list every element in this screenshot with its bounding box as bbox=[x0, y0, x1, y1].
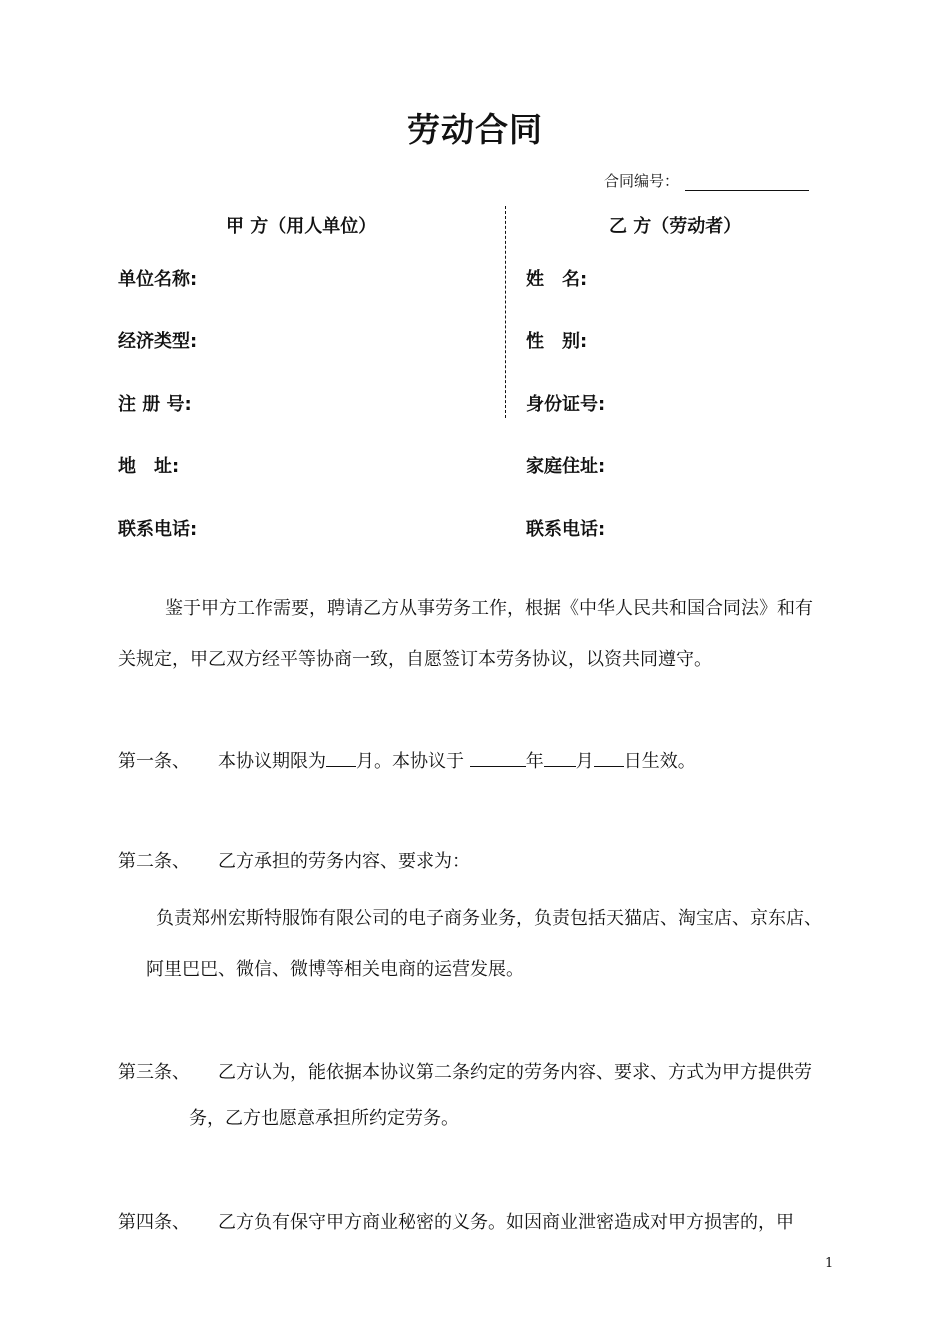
article-1-text bbox=[218, 747, 696, 773]
article-3-line-2: 务，乙方也愿意承担所约定劳务。 bbox=[189, 1108, 459, 1129]
page-number: 1 bbox=[825, 1256, 834, 1271]
party-b-field-name: 姓 名: bbox=[526, 269, 588, 290]
party-b-field-gender: 性 别: bbox=[526, 331, 588, 352]
preamble-line-2: 关规定，甲乙双方经平等协商一致，自愿签订本劳务协议，以资共同遵守。 bbox=[118, 649, 712, 670]
party-a-heading: 甲 方（用人单位） bbox=[226, 216, 377, 237]
blank-year bbox=[470, 748, 526, 767]
article-1-part-2: 月。本协议于 bbox=[356, 751, 470, 772]
article-4-line-1: 乙方负有保守甲方商业秘密的义务。如因商业泄密造成对甲方损害的，甲 bbox=[218, 1212, 794, 1233]
article-1-number: 第一条、 bbox=[118, 751, 190, 772]
article-1-part-1: 本协议期限为 bbox=[218, 751, 326, 772]
party-a-field-phone: 联系电话: bbox=[118, 519, 198, 540]
article-3-line-1: 乙方认为，能依据本协议第二条约定的劳务内容、要求、方式为甲方提供劳 bbox=[218, 1062, 812, 1083]
blank-month bbox=[544, 748, 576, 767]
contract-number bbox=[604, 170, 809, 191]
article-1-part-4: 月 bbox=[575, 751, 594, 772]
party-a-field-company-name: 单位名称: bbox=[118, 269, 198, 290]
article-4 bbox=[118, 1208, 838, 1232]
contract-number-label: 合同编号： bbox=[604, 172, 680, 190]
article-3-number: 第三条、 bbox=[118, 1062, 190, 1083]
party-b-field-phone: 联系电话: bbox=[526, 519, 606, 540]
party-a-field-address: 地 址: bbox=[118, 456, 180, 477]
party-b-field-id-number: 身份证号: bbox=[526, 394, 606, 415]
article-4-number: 第四条、 bbox=[118, 1212, 190, 1233]
column-divider bbox=[505, 206, 506, 418]
article-2-text: 乙方承担的劳务内容、要求为： bbox=[218, 851, 470, 872]
article-1-part-3: 年 bbox=[525, 751, 544, 772]
article-3 bbox=[118, 1058, 838, 1082]
article-2-detail-line-1: 负责郑州宏斯特服饰有限公司的电子商务业务，负责包括天猫店、淘宝店、京东店、 bbox=[156, 908, 822, 929]
article-2 bbox=[118, 847, 818, 871]
article-2-detail-line-2: 阿里巴巴、微信、微博等相关电商的运营发展。 bbox=[146, 959, 524, 980]
article-2-number: 第二条、 bbox=[118, 851, 190, 872]
party-a-field-registration-no: 注 册 号: bbox=[118, 394, 192, 415]
contract-number-blank bbox=[685, 174, 809, 191]
preamble-line-1: 鉴于甲方工作需要，聘请乙方从事劳务工作，根据《中华人民共和国合同法》和有 bbox=[165, 598, 813, 619]
article-1-part-5: 日生效。 bbox=[623, 751, 696, 772]
party-b-heading: 乙 方（劳动者） bbox=[609, 216, 742, 237]
party-b-field-home-address: 家庭住址: bbox=[526, 456, 606, 477]
article-1 bbox=[118, 747, 818, 771]
blank-day bbox=[594, 748, 624, 767]
document-title: 劳动合同 bbox=[407, 110, 543, 149]
party-a-field-economic-type: 经济类型: bbox=[118, 331, 198, 352]
blank-months bbox=[326, 748, 356, 767]
